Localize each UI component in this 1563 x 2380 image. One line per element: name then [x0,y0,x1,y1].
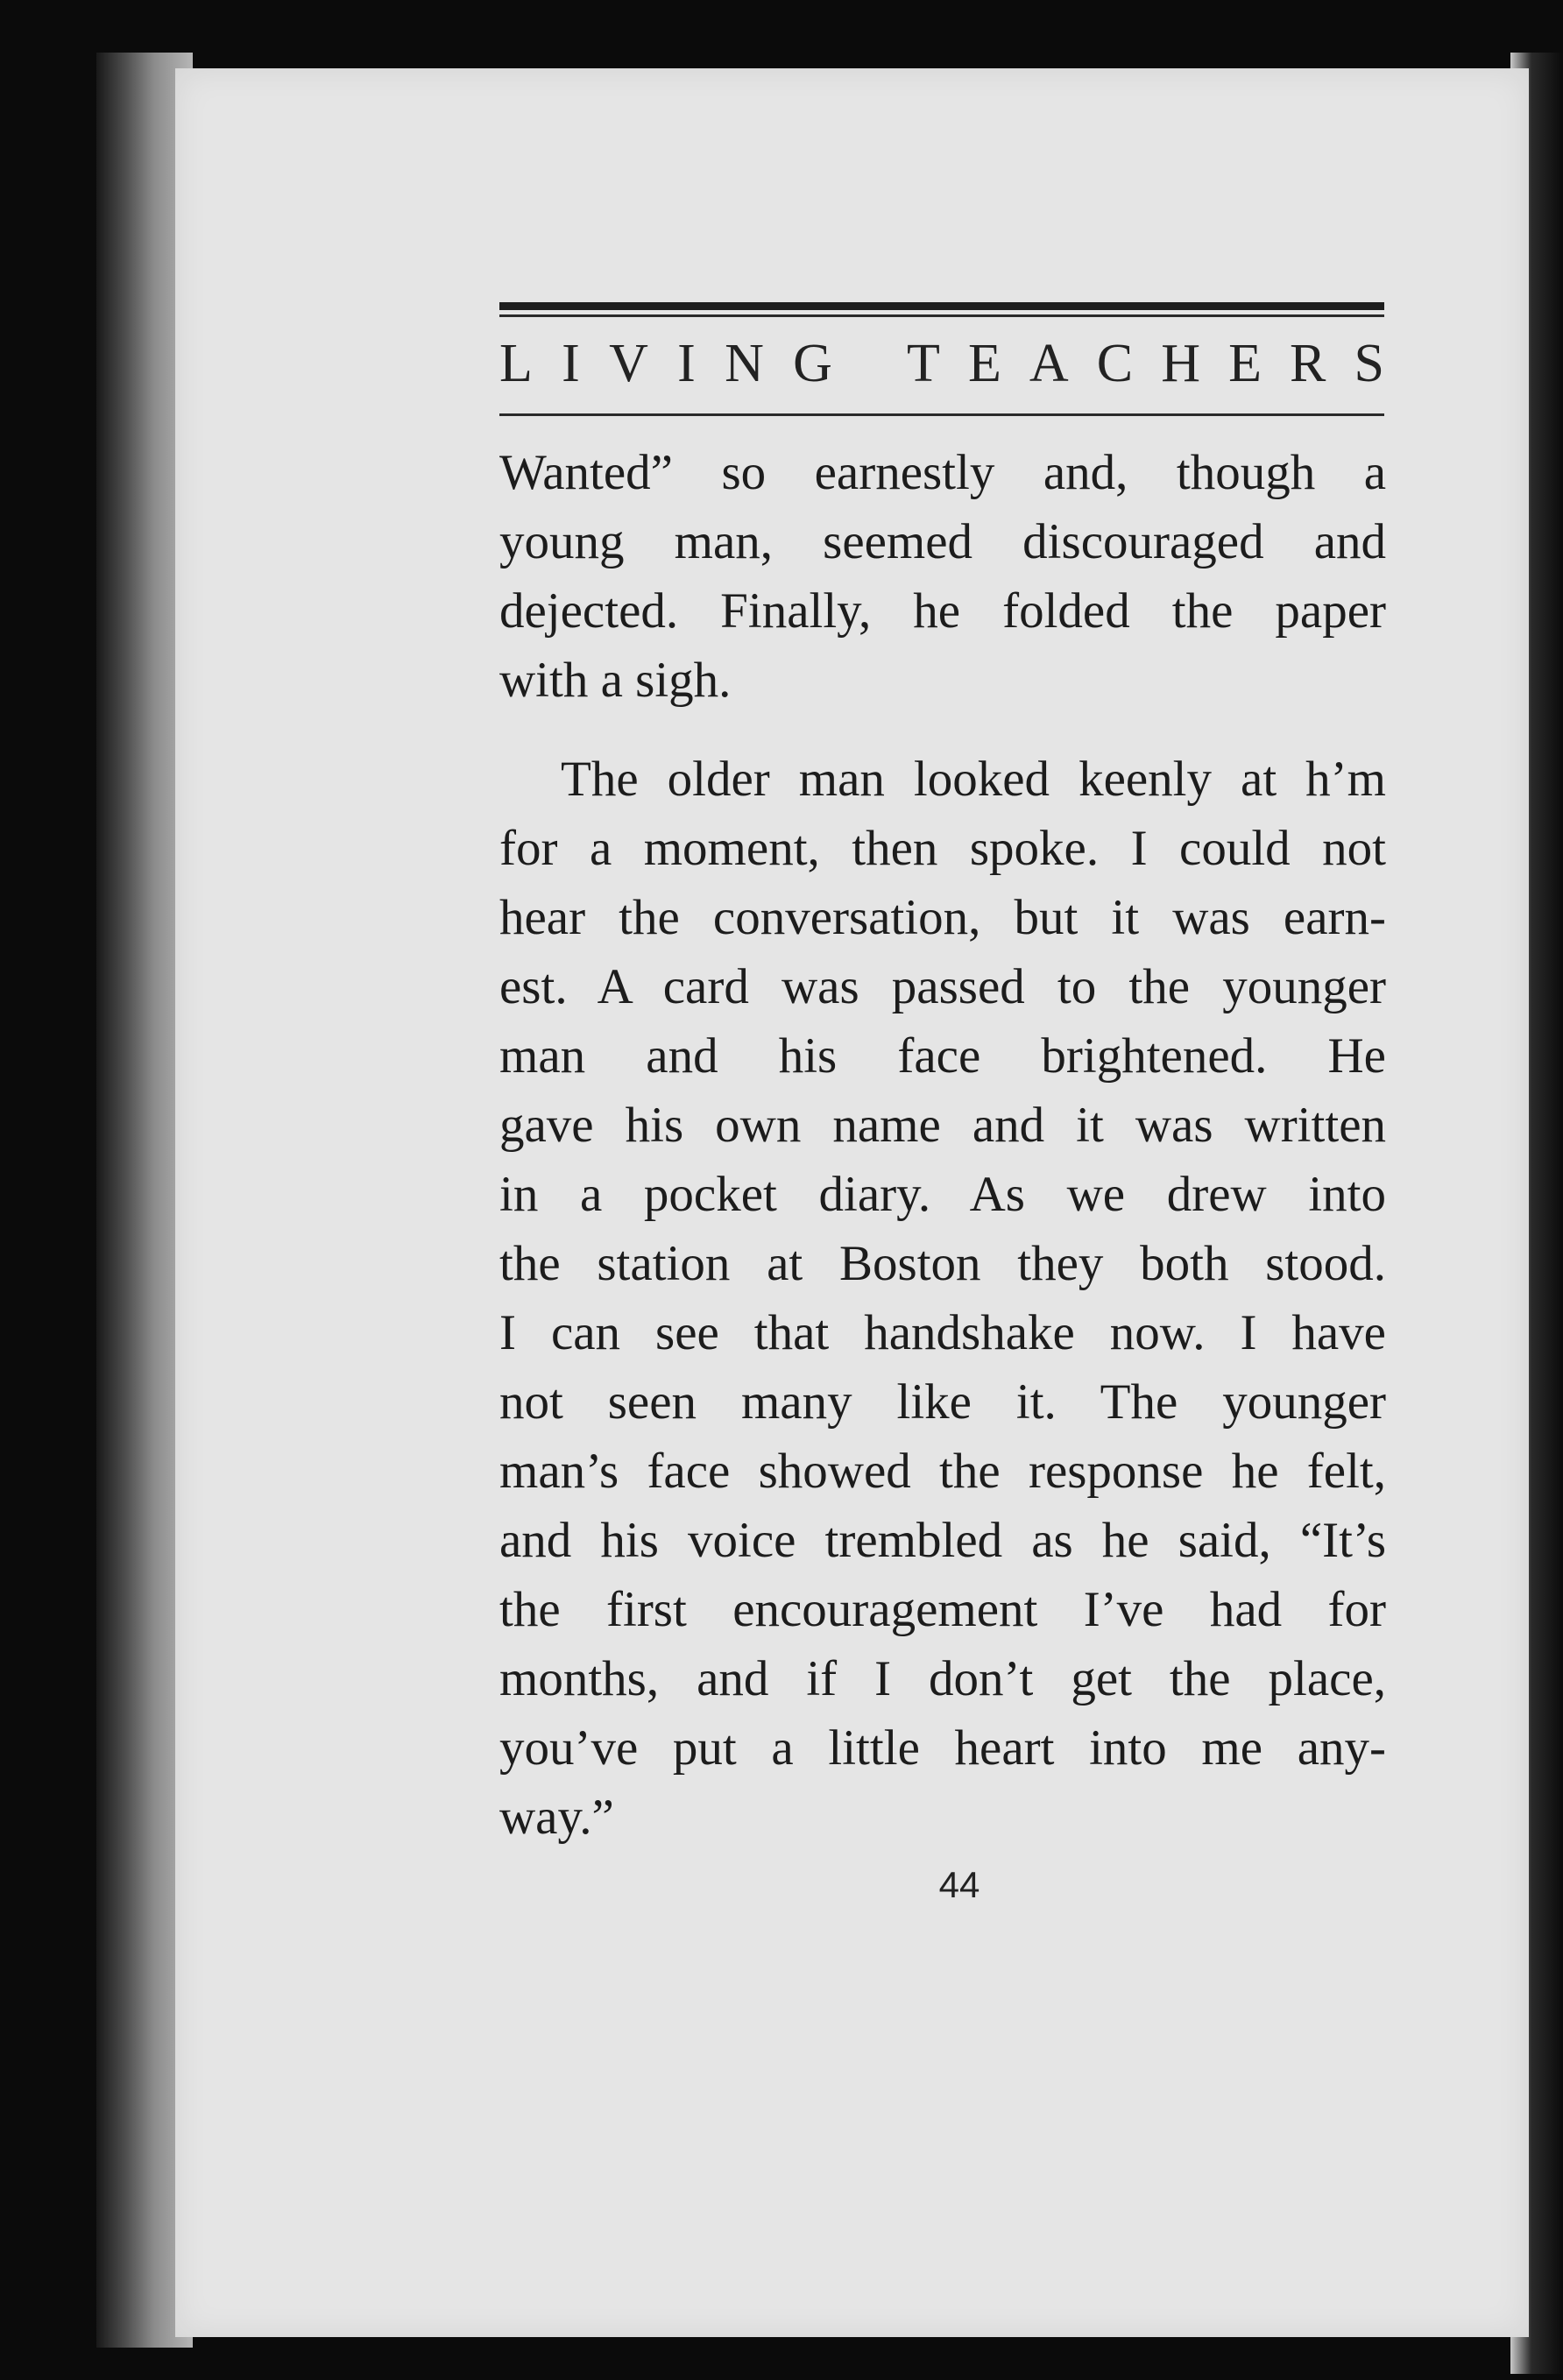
running-title-letter: V [609,334,648,393]
page-header [499,302,1384,416]
text-line: in a pocket diary. As we drew into [499,1167,1386,1222]
running-title-letter: R [1290,334,1326,393]
text-line: months, and if I don’t get the place, [499,1651,1386,1706]
paragraph-2 [499,745,1386,1852]
running-title-letter: L [499,334,533,393]
running-title-letter: H [1161,334,1200,393]
text-line: way.” [499,1790,614,1845]
running-title-word-1 [499,336,832,391]
running-title-letter: G [793,334,832,393]
running-title-letter: I [562,334,580,393]
text-line: young man, seemed discouraged and [499,514,1386,569]
text-line: The older man looked keenly at h’m [561,752,1386,807]
text-line: for a moment, then spoke. I could not [499,821,1386,876]
text-line: dejected. Finally, he folded the paper [499,583,1386,639]
running-title-letter: S [1354,334,1384,393]
running-title-letter: I [677,334,696,393]
running-title-letter: N [725,334,764,393]
text-line: the station at Boston they both stood. [499,1236,1386,1291]
running-title-letter: E [967,334,1001,393]
text-line: you’ve put a little heart into me any- [499,1720,1386,1776]
text-line: man and his face brightened. He [499,1028,1386,1084]
header-rule-top [499,302,1384,310]
text-line: I can see that handshake now. I have [499,1305,1386,1360]
text-line: and his voice trembled as he said, “It’s [499,1513,1386,1568]
text-line: the first encouragement I’ve had for [499,1582,1386,1637]
page-number: 44 [938,1864,980,1905]
paragraph-1 [499,438,1386,715]
running-title-letter: T [907,334,940,393]
text-line: Wanted” so earnestly and, though a [499,445,1386,500]
running-title-word-2 [907,336,1384,391]
text-line: gave his own name and it was written [499,1098,1386,1153]
text-line: with a sigh. [499,653,732,708]
text-line: est. A card was passed to the younger [499,959,1386,1014]
text-line: not seen many like it. The younger [499,1374,1386,1430]
text-line: hear the conversation, but it was earn- [499,890,1386,945]
header-rule-bottom [499,413,1384,416]
running-title [499,317,1384,413]
running-title-letter: A [1029,334,1069,393]
running-title-letter: E [1228,334,1262,393]
body-text [499,438,1386,1852]
text-line: man’s face showed the response he felt, [499,1444,1386,1499]
running-title-letter: C [1096,334,1134,393]
